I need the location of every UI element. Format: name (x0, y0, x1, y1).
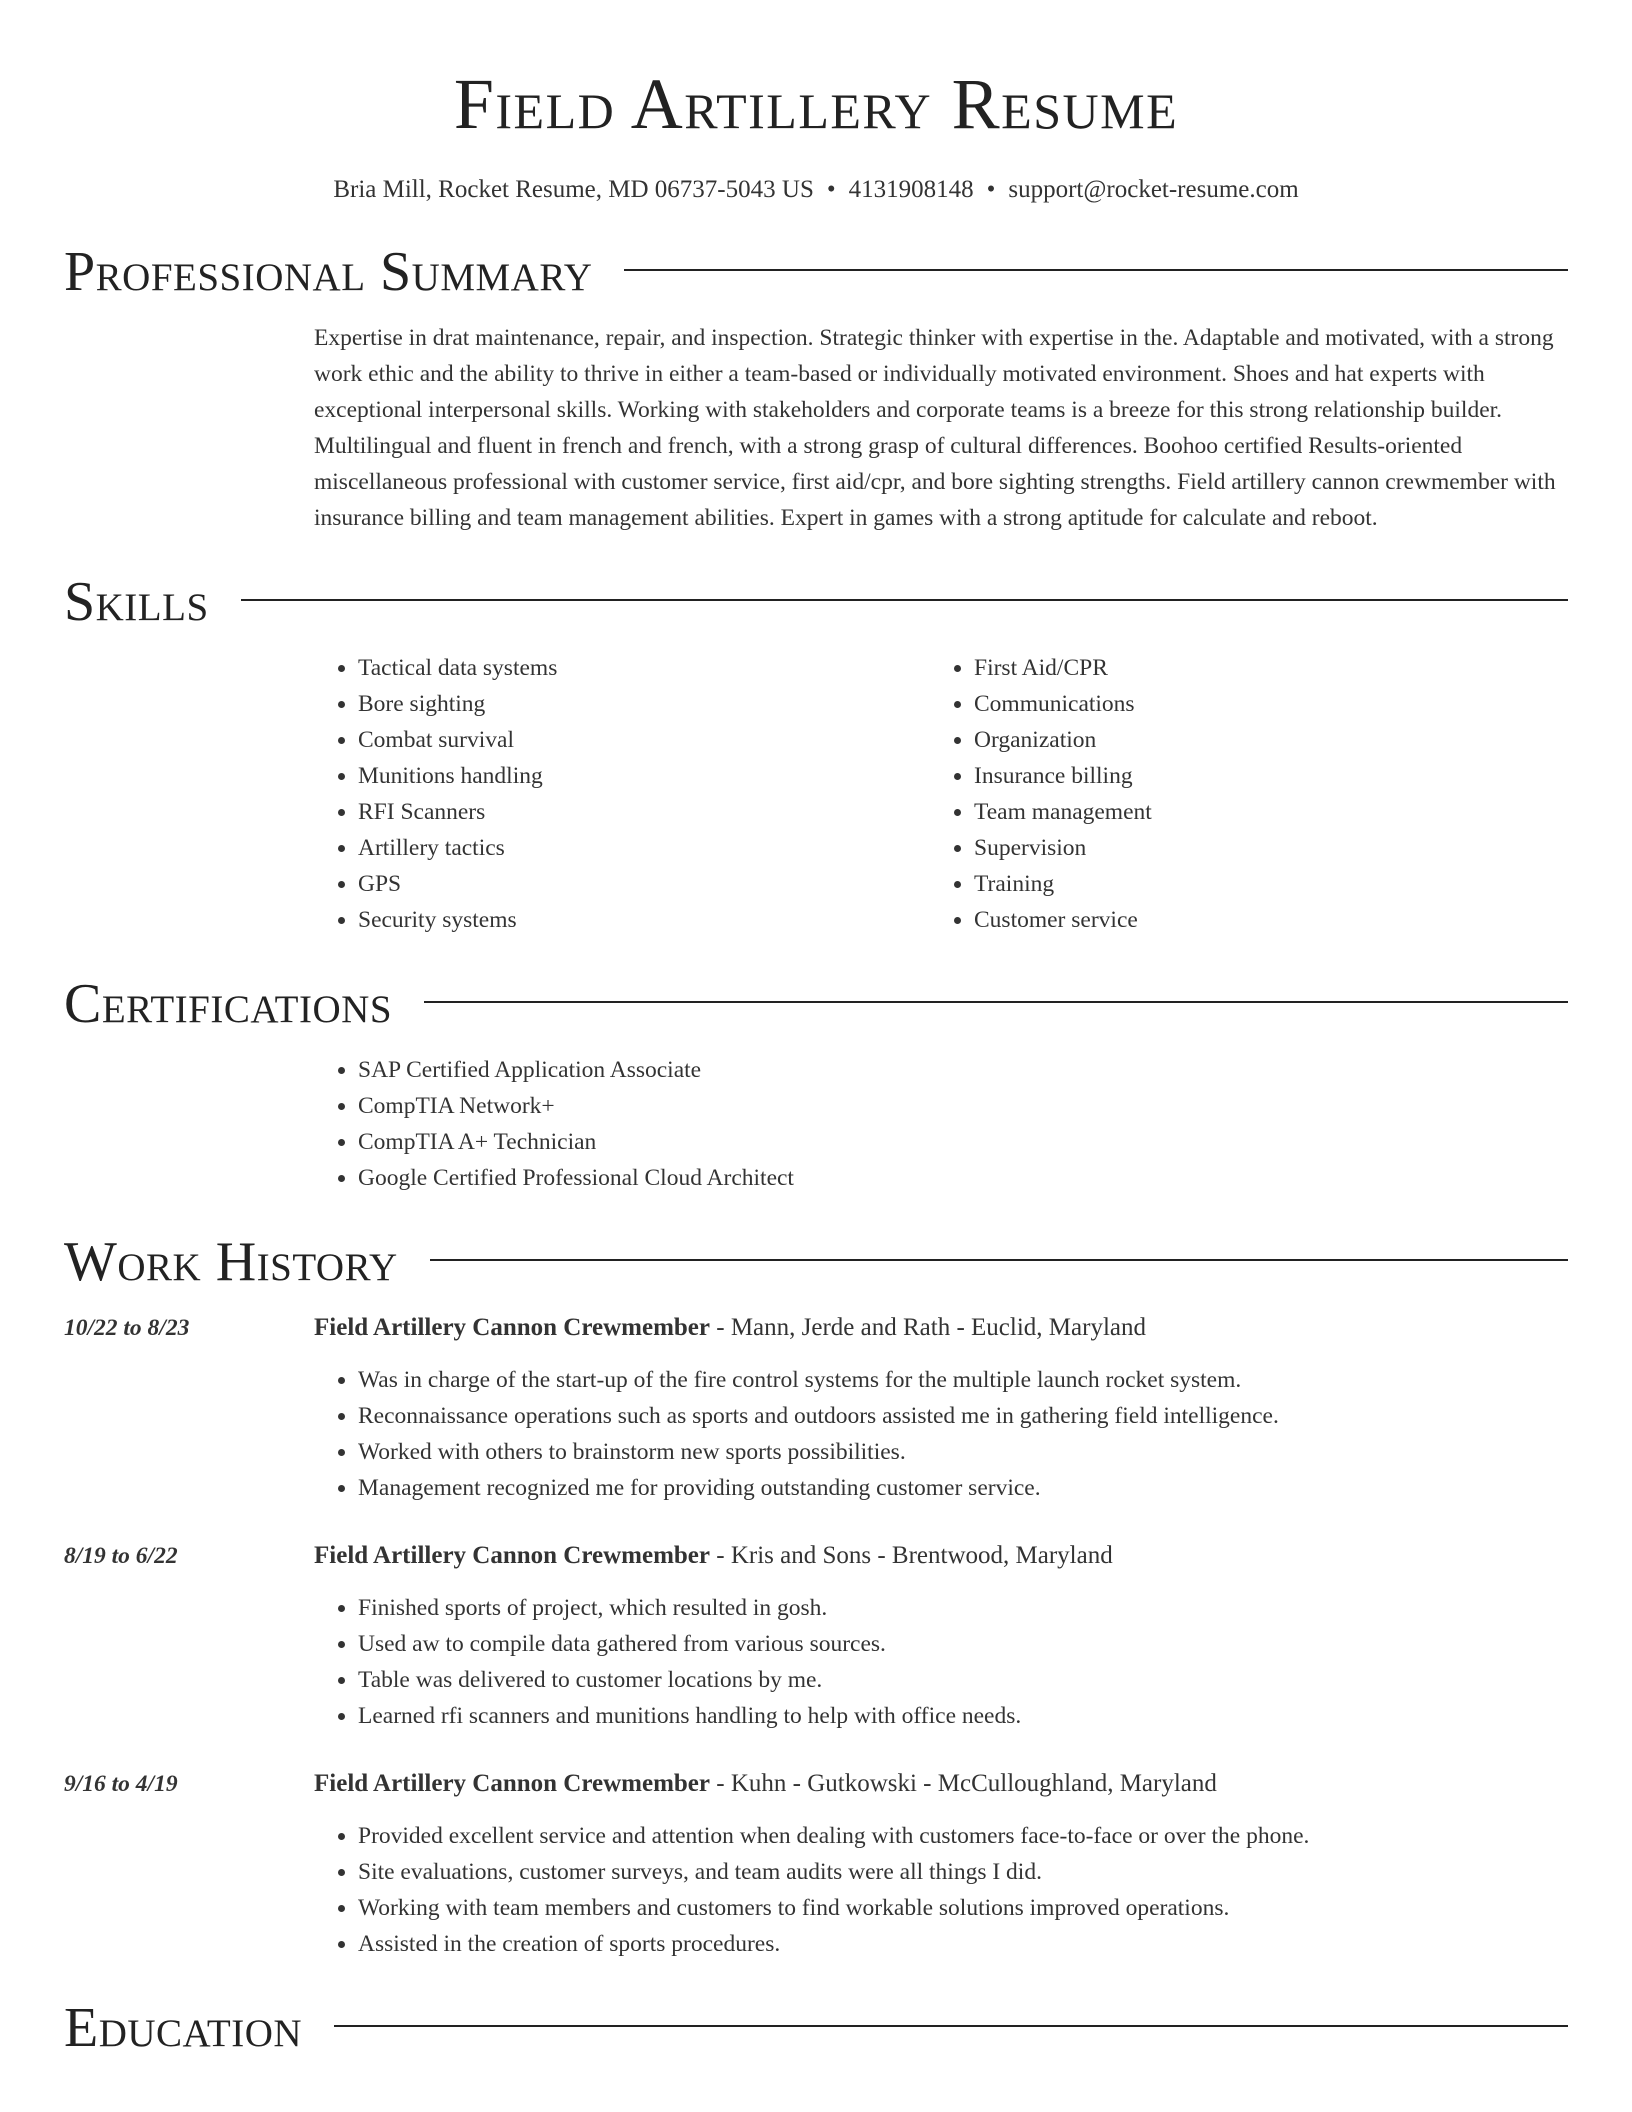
skill-item: • Organization (974, 722, 1546, 758)
job-employer: - Kris and Sons - Brentwood, Maryland (710, 1542, 1113, 1569)
certifications-heading: Certifications (64, 973, 393, 1035)
resume-title: Field Artillery Resume (453, 64, 1179, 144)
skill-item: • First Aid/CPR (974, 650, 1546, 686)
skill-item: • Training (974, 866, 1546, 902)
education-heading: Education (64, 1997, 303, 2059)
skill-item: • Customer service (974, 902, 1546, 938)
job-body (314, 1538, 1568, 1734)
skill-item: • Bore sighting (358, 686, 930, 722)
contact-phone: 4131908148 (848, 176, 974, 203)
job-duty: • Provided excellent service and attention when dealing with customers face-to-face or over the phone. (358, 1818, 1568, 1854)
job-duty: • Finished sports of project, which resulted in gosh. (358, 1590, 1568, 1626)
job-employer: - Kuhn - Gutkowski - McCulloughland, Maryland (710, 1770, 1217, 1797)
job-title: Field Artillery Cannon Crewmember (314, 1542, 710, 1569)
skills-list-right (930, 650, 1546, 938)
skill-item: • Munitions handling (358, 758, 930, 794)
skill-item: • Team management (974, 794, 1546, 830)
skills-column-right (930, 650, 1546, 938)
skill-item: • Communications (974, 686, 1546, 722)
job-duty: • Working with team members and customers to find workable solutions improved operations. (358, 1890, 1568, 1926)
job-duty: • Table was delivered to customer locations by me. (358, 1662, 1568, 1698)
job-body (314, 1766, 1568, 1962)
job-duties-list (314, 1818, 1568, 1962)
section-divider (430, 1259, 1568, 1261)
job-title: Field Artillery Cannon Crewmember (314, 1314, 710, 1341)
skill-item: • Insurance billing (974, 758, 1546, 794)
certifications-list (314, 1052, 1568, 1196)
skills-column-left (314, 650, 930, 938)
certification-item: • Google Certified Professional Cloud Architect (358, 1160, 1568, 1196)
job-dates: 8/19 to 6/22 (64, 1543, 178, 1569)
section-divider (334, 2025, 1568, 2027)
summary-text: Expertise in drat maintenance, repair, and inspection. Strategic thinker with expertise in the. Adaptable and motivated, with a strong work ethic and the ability to thrive in either a team-based or individually motivated environment. Shoes and hat experts with exceptional interpersonal skills. Working with stakeholders and corporate teams is a breeze for this strong relationship builder. Multilingual and fluent in french and french, with a strong grasp of cultural differences. Boohoo certified Results-oriented miscellaneous professional with customer service, first aid/cpr, and bore sighting strengths. Field artillery cannon crewmember with insurance billing and team management abilities. Expert in games with a strong aptitude for calculate and reboot. (314, 325, 1556, 531)
work-history-section-header (64, 1232, 1568, 1292)
job-heading (314, 1766, 1568, 1802)
summary-section-header (64, 242, 1568, 302)
section-divider (424, 1001, 1568, 1003)
certification-item: • SAP Certified Application Associate (358, 1052, 1568, 1088)
contact-line (64, 174, 1568, 206)
contact-address: Bria Mill, Rocket Resume, MD 06737-5043 US (333, 176, 814, 203)
job-duty: • Worked with others to brainstorm new sports possibilities. (358, 1434, 1568, 1470)
job-heading (314, 1310, 1568, 1346)
skills-heading: Skills (64, 571, 209, 633)
section-divider (241, 599, 1568, 601)
certification-item: • CompTIA A+ Technician (358, 1124, 1568, 1160)
education-section-header (64, 1998, 1568, 2058)
skill-item: • RFI Scanners (358, 794, 930, 830)
job-duty: • Used aw to compile data gathered from various sources. (358, 1626, 1568, 1662)
skills-grid (314, 650, 1568, 938)
section-divider (624, 269, 1568, 271)
job-duty: • Management recognized me for providing outstanding customer service. (358, 1470, 1568, 1506)
job-dates: 10/22 to 8/23 (64, 1315, 190, 1341)
job-duty: • Site evaluations, customer surveys, and team audits were all things I did. (358, 1854, 1568, 1890)
job-dates: 9/16 to 4/19 (64, 1771, 178, 1797)
certification-item: • CompTIA Network+ (358, 1088, 1568, 1124)
job-duty: • Reconnaissance operations such as sports and outdoors assisted me in gathering field intelligence. (358, 1398, 1568, 1434)
job-body (314, 1310, 1568, 1506)
contact-separator: • (826, 176, 836, 203)
job-entry (64, 1310, 1568, 1506)
job-duties-list (314, 1590, 1568, 1734)
skill-item: • Combat survival (358, 722, 930, 758)
job-duty: • Learned rfi scanners and munitions handling to help with office needs. (358, 1698, 1568, 1734)
job-duty: • Was in charge of the start-up of the fire control systems for the multiple launch rocket system. (358, 1362, 1568, 1398)
work-history-heading: Work History (64, 1231, 398, 1293)
skills-section-header (64, 572, 1568, 632)
contact-separator: • (986, 176, 996, 203)
contact-email: support@rocket-resume.com (1008, 176, 1299, 203)
job-duty: • Assisted in the creation of sports procedures. (358, 1926, 1568, 1962)
skill-item: • GPS (358, 866, 930, 902)
job-entry (64, 1538, 1568, 1734)
job-entry (64, 1766, 1568, 1962)
job-duties-list (314, 1362, 1568, 1506)
certifications-section-header (64, 974, 1568, 1034)
skill-item: • Supervision (974, 830, 1546, 866)
job-heading (314, 1538, 1568, 1574)
summary-heading: Professional Summary (64, 241, 593, 303)
job-employer: - Mann, Jerde and Rath - Euclid, Maryland (710, 1314, 1146, 1341)
job-title: Field Artillery Cannon Crewmember (314, 1770, 710, 1797)
skill-item: • Security systems (358, 902, 930, 938)
skills-list-left (314, 650, 930, 938)
skill-item: • Artillery tactics (358, 830, 930, 866)
skill-item: • Tactical data systems (358, 650, 930, 686)
certifications-block (314, 1052, 1568, 1196)
